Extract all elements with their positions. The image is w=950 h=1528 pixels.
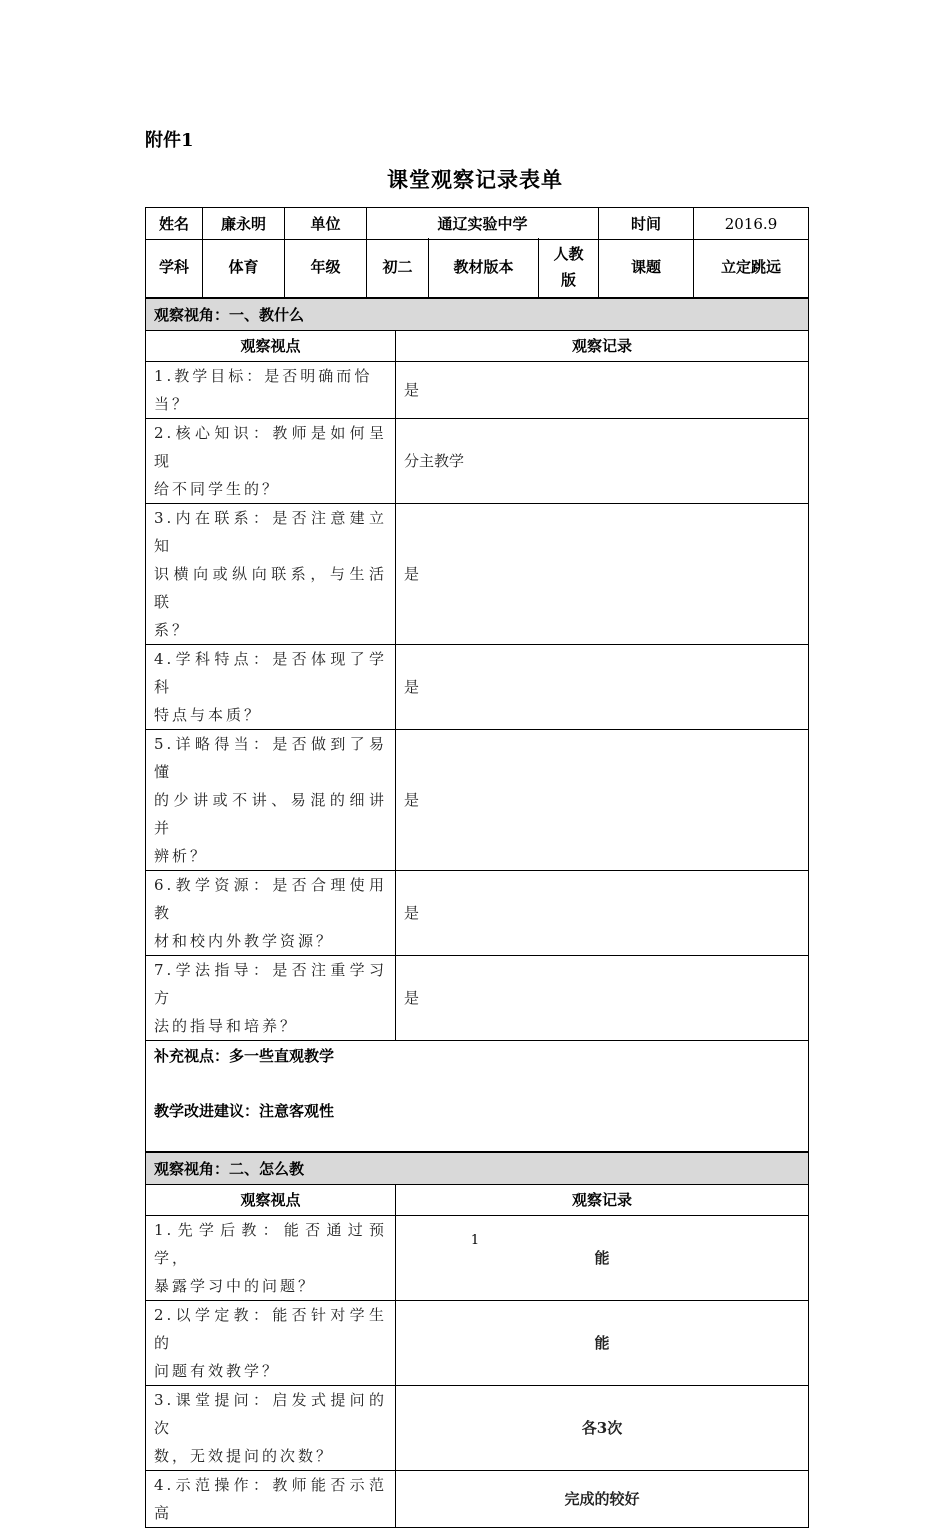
section2-title: 观察视角：二、怎么教 (146, 1152, 809, 1185)
table-row (146, 956, 809, 1041)
table-row (146, 504, 809, 645)
section2-column-header-row (146, 1185, 809, 1216)
topic-label: 课题 (599, 238, 694, 297)
point-line: 辨析？ (154, 847, 209, 865)
table-row (146, 1301, 809, 1386)
observation-record: 分主教学 (396, 419, 809, 504)
point-line: 5.详略得当：是否做到了易懂 (154, 735, 387, 781)
point-line: 给不同学生的？ (154, 480, 281, 498)
unit-value: 通辽实验中学 (367, 208, 599, 240)
observation-record: 是 (396, 645, 809, 730)
point-line: 的少讲或不讲、易混的细讲并 (154, 791, 387, 837)
point-line: 材和校内外教学资源？ (154, 932, 335, 950)
observation-point (146, 730, 396, 871)
point-line: 4.学科特点：是否体现了学科 (154, 650, 387, 696)
observation-point (146, 1216, 396, 1301)
observation-point (146, 956, 396, 1041)
name-label: 姓名 (146, 208, 203, 240)
section2-col-point: 观察视点 (146, 1185, 396, 1216)
supplement-row (146, 1041, 809, 1153)
observation-table (145, 297, 809, 1528)
point-line: 7.学法指导：是否注重学习方 (154, 961, 387, 1007)
section2-col-record: 观察记录 (396, 1185, 809, 1216)
point-line: 2.以学定教：能否针对学生的 (154, 1306, 387, 1352)
table-row (146, 730, 809, 871)
point-line: 识横向或纵向联系，与生活联 (154, 565, 387, 611)
grade-label: 年级 (285, 238, 367, 297)
observation-point (146, 871, 396, 956)
observation-record: 完成的较好 (396, 1471, 809, 1528)
time-value: 2016.9 (694, 208, 809, 240)
point-line: 当？ (154, 395, 191, 413)
observation-point (146, 1471, 396, 1528)
point-line: 法的指导和培养？ (154, 1017, 299, 1035)
point-line: 暴露学习中的问题？ (154, 1277, 317, 1295)
observation-record: 是 (396, 956, 809, 1041)
section2-header-row (146, 1152, 809, 1185)
supplement-cell (146, 1041, 809, 1153)
name-value: 廉永明 (203, 208, 285, 240)
subject-value: 体育 (203, 238, 285, 297)
observation-record: 是 (396, 730, 809, 871)
page-number: 1 (470, 1233, 480, 1248)
section1-col-record: 观察记录 (396, 331, 809, 362)
edition-line-2: 版 (560, 271, 576, 290)
section1-title: 观察视角：一、教什么 (146, 298, 809, 331)
observation-record: 是 (396, 871, 809, 956)
section1-col-point: 观察视点 (146, 331, 396, 362)
observation-record: 是 (396, 362, 809, 419)
suggestion-text: 教学改进建议：注意客观性 (154, 1102, 335, 1120)
point-line: 1.教学目标：是否明确而恰 (154, 367, 373, 385)
observation-point (146, 362, 396, 419)
section1-header-row (146, 298, 809, 331)
point-line: 3.课堂提问：启发式提问的次 (154, 1391, 387, 1437)
table-row (146, 362, 809, 419)
table-row (146, 1386, 809, 1471)
observation-point (146, 419, 396, 504)
unit-label: 单位 (285, 208, 367, 240)
table-row (146, 419, 809, 504)
observation-point (146, 504, 396, 645)
observation-point (146, 1386, 396, 1471)
table-row (146, 645, 809, 730)
point-line: 2.核心知识：教师是如何呈现 (154, 424, 387, 470)
point-line: 系？ (154, 621, 191, 639)
point-line: 问题有效教学？ (154, 1362, 281, 1380)
point-line: 特点与本质？ (154, 706, 263, 724)
observation-record: 是 (396, 504, 809, 645)
point-line: 4.示范操作：教师能否示范高 (154, 1476, 387, 1522)
edition-value (539, 238, 599, 297)
info-table-row2 (145, 238, 809, 298)
info-table (145, 207, 809, 240)
table-row (146, 1471, 809, 1528)
section1-column-header-row (146, 331, 809, 362)
subject-label: 学科 (146, 238, 203, 297)
table-row (146, 871, 809, 956)
topic-value: 立定跳远 (694, 238, 809, 297)
grade-value: 初二 (367, 238, 429, 297)
info-row-2 (146, 238, 809, 297)
point-line: 6.教学资源：是否合理使用教 (154, 876, 387, 922)
point-line: 数，无效提问的次数？ (154, 1447, 335, 1465)
observation-point (146, 1301, 396, 1386)
info-row-1 (146, 208, 809, 240)
form-title: 课堂观察记录表单 (387, 167, 563, 192)
observation-record: 各3次 (396, 1386, 809, 1471)
attachment-label: 附件1 (145, 130, 194, 151)
observation-point (146, 645, 396, 730)
supplement-text: 补充视点：多一些直观教学 (154, 1047, 335, 1065)
point-line: 1.先学后教：能否通过预学， (154, 1221, 387, 1267)
time-label: 时间 (599, 208, 694, 240)
edition-line-1: 人教 (553, 245, 584, 264)
point-line: 3.内在联系：是否注意建立知 (154, 509, 387, 555)
edition-label: 教材版本 (429, 238, 539, 297)
observation-record: 能 (396, 1301, 809, 1386)
table-row (146, 1216, 809, 1301)
observation-record: 能 (396, 1216, 809, 1301)
